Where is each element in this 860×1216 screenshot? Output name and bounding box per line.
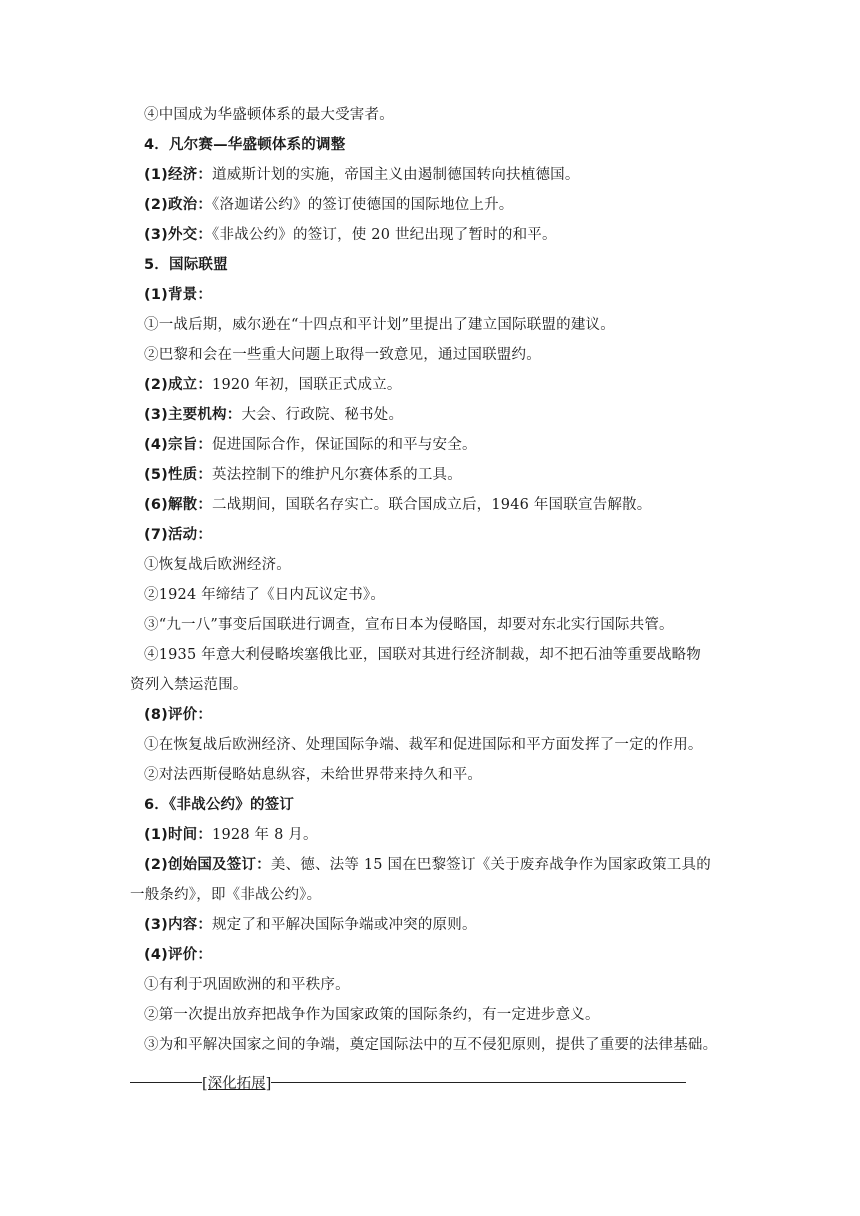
item-label: (2)成立： [144, 377, 213, 393]
item-label: (4)宗旨： [144, 437, 213, 453]
text-line [144, 430, 734, 460]
document-body [130, 100, 734, 1060]
text-line-continuation: 资列入禁运范围。 [130, 677, 248, 693]
item-label: (3)主要机构： [144, 407, 242, 423]
text-line [144, 460, 734, 490]
text-line [144, 940, 734, 970]
item-label: (8)评价： [144, 707, 213, 723]
divider-label: [深化拓展] [202, 1075, 272, 1092]
text-line [144, 520, 734, 550]
item-label: (4)评价： [144, 947, 213, 963]
item-text: 大会、行政院、秘书处。 [241, 407, 404, 423]
text-line: ②1924 年缔结了《日内瓦议定书》。 [144, 587, 386, 603]
item-label: (1)时间： [144, 827, 213, 843]
divider-rule-right [271, 1082, 686, 1083]
text-line: ④1935 年意大利侵略埃塞俄比亚，国联对其进行经济制裁，却不把石油等重要战略物 [144, 647, 702, 663]
item-label: (6)解散： [144, 497, 213, 513]
item-label: (1)经济： [144, 167, 213, 183]
section-heading-6: 6．《非战公约》的签订 [144, 797, 295, 813]
item-label: (7)活动： [144, 527, 213, 543]
item-label: (3)内容： [144, 917, 213, 933]
section-heading-5: 5．国际联盟 [144, 257, 228, 273]
text-line: ③为和平解决国家之间的争端，奠定国际法中的互不侵犯原则，提供了重要的法律基础。 [144, 1037, 718, 1053]
item-text: 《洛迦诺公约》的签订使德国的国际地位上升。 [212, 197, 514, 213]
text-line: ④中国成为华盛顿体系的最大受害者。 [144, 107, 394, 123]
item-label: (5)性质： [144, 467, 213, 483]
item-label: (2)政治： [144, 197, 213, 213]
text-line [144, 220, 734, 250]
text-line [144, 160, 734, 190]
item-text: 规定了和平解决国际争端或冲突的原则。 [212, 917, 477, 933]
item-text: 1920 年初，国联正式成立。 [212, 377, 402, 393]
text-line: ②巴黎和会在一些重大问题上取得一致意见，通过国联盟约。 [144, 347, 541, 363]
item-text: 促进国际合作，保证国际的和平与安全。 [212, 437, 477, 453]
item-text: 道威斯计划的实施，帝国主义由遏制德国转向扶植德国。 [212, 167, 580, 183]
text-line: ③“九一八”事变后国联进行调查，宣布日本为侵略国，却要对东北实行国际共管。 [144, 617, 674, 633]
text-line [144, 700, 734, 730]
text-line: ②第一次提出放弃把战争作为国家政策的国际条约，有一定进步意义。 [144, 1007, 600, 1023]
text-line: ①有利于巩固欧洲的和平秩序。 [144, 977, 350, 993]
text-line [144, 850, 734, 880]
text-line [144, 820, 734, 850]
item-text: 1928 年 8 月。 [212, 827, 318, 843]
text-line-continuation: 一般条约》，即《非战公约》。 [130, 887, 322, 903]
divider-rule-left [130, 1082, 202, 1083]
text-line: ①在恢复战后欧洲经济、处理国际争端、裁军和促进国际和平方面发挥了一定的作用。 [144, 737, 703, 753]
text-line [144, 910, 734, 940]
item-text: 二战期间，国联名存实亡。联合国成立后，1946 年国联宣告解散。 [212, 497, 652, 513]
text-line [144, 190, 734, 220]
item-text: 美、德、法等 15 国在巴黎签订《关于废弃战争作为国家政策工具的 [270, 857, 711, 873]
text-line [144, 370, 734, 400]
item-label: (1)背景： [144, 287, 213, 303]
section-divider [130, 1072, 686, 1092]
item-label: (2)创始国及签订： [144, 857, 271, 873]
item-label: (3)外交： [144, 227, 213, 243]
text-line: ①恢复战后欧洲经济。 [144, 557, 291, 573]
text-line: ②对法西斯侵略姑息纵容，未给世界带来持久和平。 [144, 767, 483, 783]
text-line [144, 400, 734, 430]
text-line [144, 490, 734, 520]
text-line: ①一战后期，威尔逊在“十四点和平计划”里提出了建立国际联盟的建议。 [144, 317, 615, 333]
item-text: 《非战公约》的签订，使 20 世纪出现了暂时的和平。 [212, 227, 557, 243]
item-text: 英法控制下的维护凡尔赛体系的工具。 [212, 467, 462, 483]
section-heading-4: 4．凡尔赛—华盛顿体系的调整 [144, 137, 346, 153]
text-line [144, 280, 734, 310]
